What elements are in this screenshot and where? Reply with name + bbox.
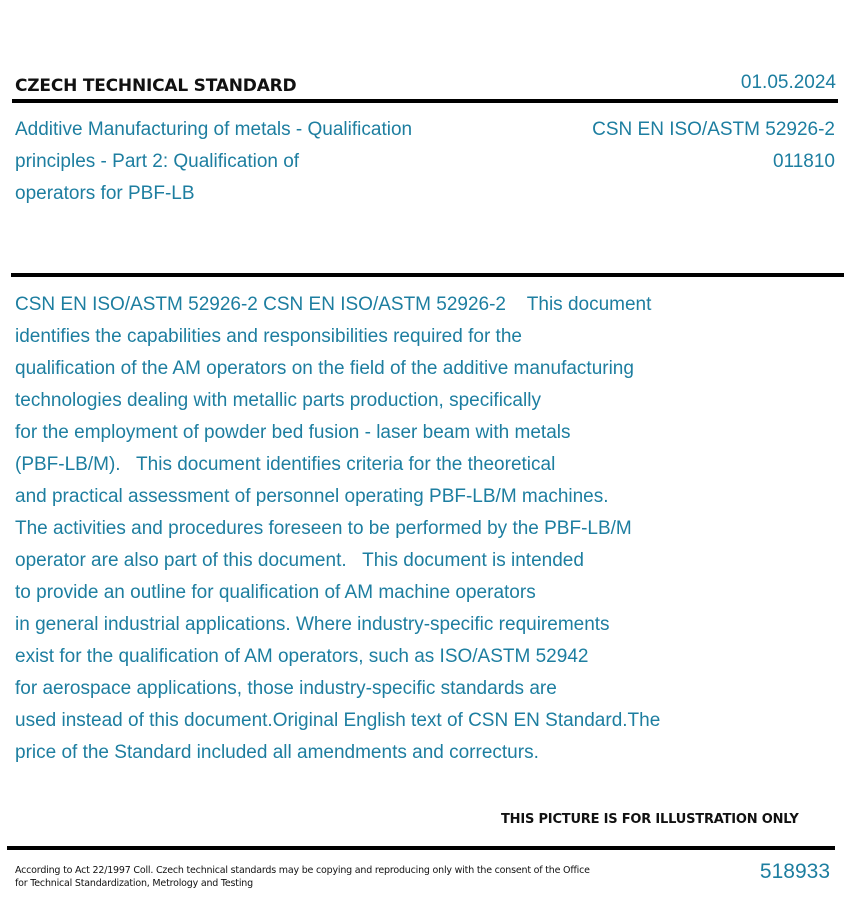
title-divider — [11, 273, 844, 277]
standard-title — [15, 114, 485, 210]
description-line: for aerospace applications, those industry-specific standards are — [15, 678, 557, 699]
description-line: used instead of this document.Original English text of CSN EN Standard.The — [15, 710, 661, 731]
classification-number: 011810 — [773, 151, 835, 172]
legal-notice — [15, 864, 590, 890]
title-line: operators for PBF-LB — [15, 183, 195, 204]
standard-identifier — [592, 114, 835, 178]
legal-line: for Technical Standardization, Metrology and Testing — [15, 878, 253, 889]
description-line: qualification of the AM operators on the field of the additive manufacturing — [15, 358, 634, 379]
footer-divider — [7, 846, 835, 850]
description-line: price of the Standard included all amendments and correcturs. — [15, 742, 539, 763]
description-line: to provide an outline for qualification of AM machine operators — [15, 582, 536, 603]
standard-description — [15, 289, 755, 769]
description-line: exist for the qualification of AM operators, such as ISO/ASTM 52942 — [15, 646, 589, 667]
header-divider — [12, 99, 838, 103]
illustration-notice: THIS PICTURE IS FOR ILLUSTRATION ONLY — [501, 812, 799, 827]
description-line: (PBF-LB/M). This document identifies criteria for the theoretical — [15, 454, 556, 475]
description-line: in general industrial applications. Where industry-specific requirements — [15, 614, 610, 635]
description-line: CSN EN ISO/ASTM 52926-2 CSN EN ISO/ASTM 52926-2 This document — [15, 294, 652, 315]
description-line: and practical assessment of personnel operating PBF-LB/M machines. — [15, 486, 609, 507]
description-line: for the employment of powder bed fusion - laser beam with metals — [15, 422, 571, 443]
description-line: operator are also part of this document. This document is intended — [15, 550, 584, 571]
catalog-number: 518933 — [759, 860, 830, 883]
title-line: Additive Manufacturing of metals - Qualification — [15, 119, 413, 140]
description-line: technologies dealing with metallic parts production, specifically — [15, 390, 541, 411]
description-line: identifies the capabilities and responsibilities required for the — [15, 326, 522, 347]
standard-code: CSN EN ISO/ASTM 52926-2 — [592, 119, 835, 140]
document-type-label: CZECH TECHNICAL STANDARD — [15, 76, 297, 96]
title-line: principles - Part 2: Qualification of — [15, 151, 300, 172]
publication-date: 01.05.2024 — [740, 72, 836, 93]
legal-line: According to Act 22/1997 Coll. Czech technical standards may be copying and reproducing only with the consent of the Office — [15, 865, 590, 876]
description-line: The activities and procedures foreseen to be performed by the PBF-LB/M — [15, 518, 632, 539]
